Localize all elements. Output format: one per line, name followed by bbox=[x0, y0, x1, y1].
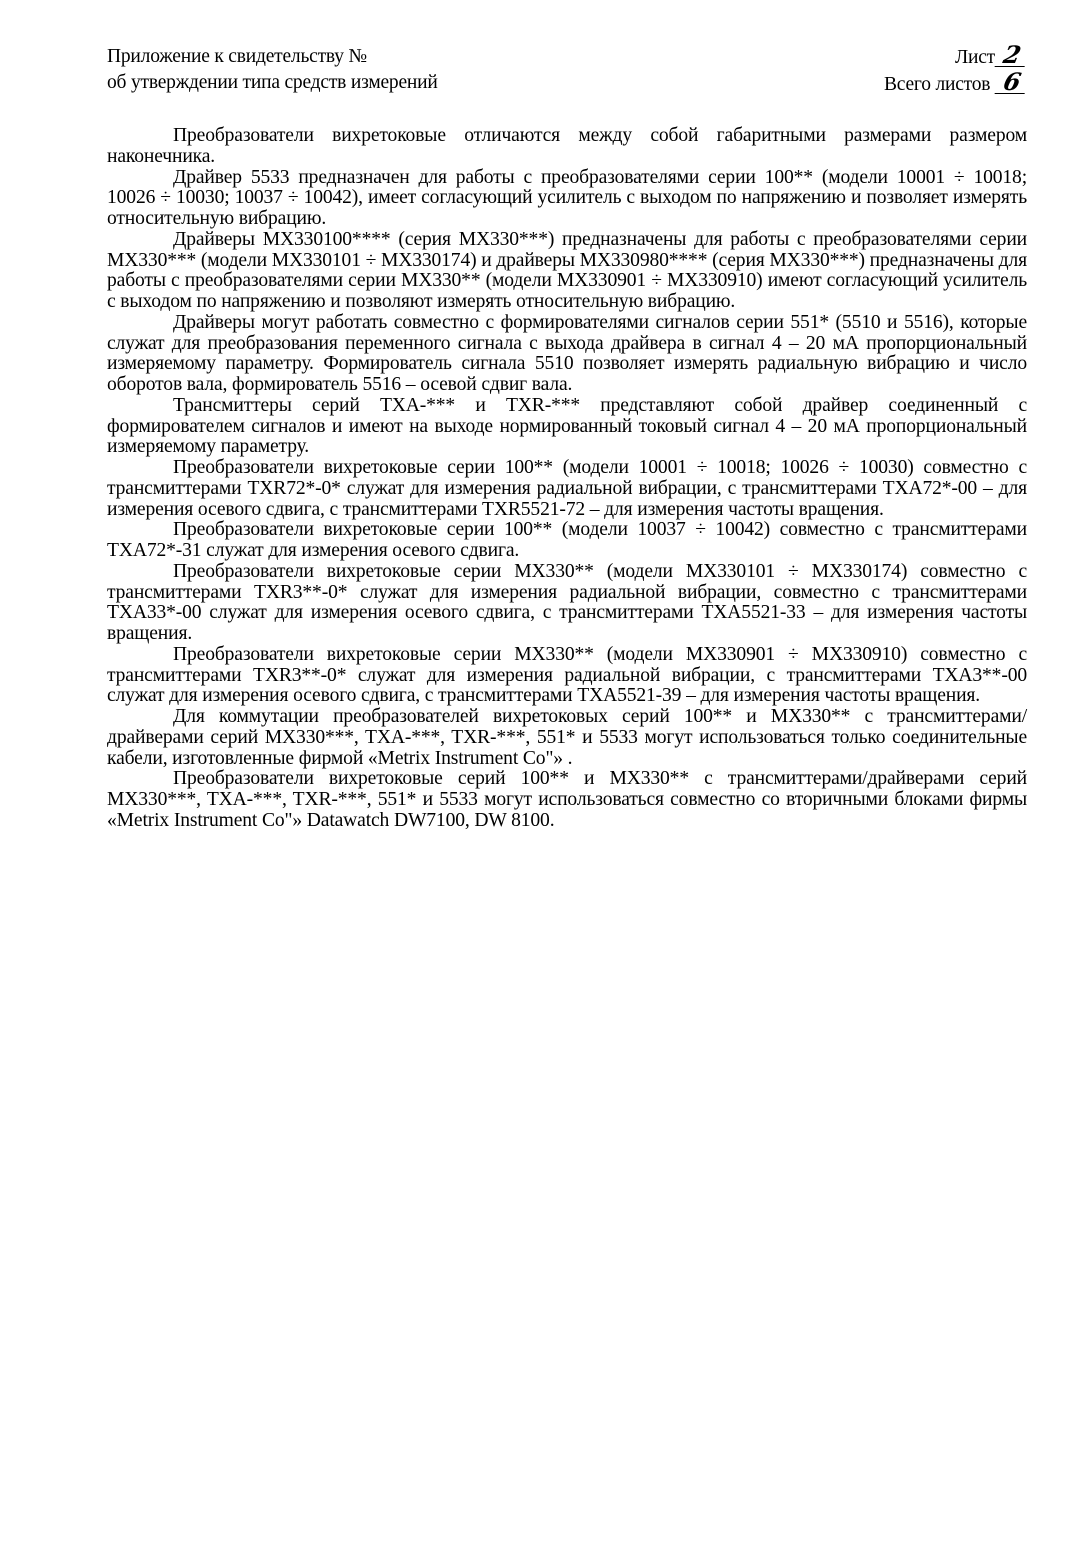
sheet-number-handwritten: 2 bbox=[995, 44, 1030, 67]
paragraph-signal-conditioners-551: Драйверы могут работать совместно с формирователями сигналов серии 551* (5510 и 5516), которые служат для преобразования переменного сигнала с выхода драйвера в сигнал 4 – 20 мА пропорциональный измеряемому параметру. Формирователь сигнала 5510 позволяет измерять радиальную вибрацию и число оборотов вала, формирователь 5516 – осевой сдвиг вала. bbox=[107, 311, 1027, 395]
total-sheets-line bbox=[883, 67, 1027, 98]
total-sheets-handwritten: 6 bbox=[995, 71, 1030, 94]
document-body bbox=[107, 126, 1027, 832]
total-sheets-label: Всего листов bbox=[883, 74, 991, 95]
paragraph-probes-mx330101: Преобразователи вихретоковые серии MX330** (модели MX330101 ÷ MX330174) совместно с трансмиттерами TXR3**-0* служат для измерения радиальной вибрации, совместно с трансмиттерами TXA33*-00 служат для измерения осевого сдвига, с трансмиттерами TXA5521-33 – для измерения частоты вращения. bbox=[107, 560, 1027, 644]
paragraph-probes-100-txr72: Преобразователи вихретоковые серии 100** (модели 10001 ÷ 10018; 10026 ÷ 10030) совместно с трансмиттерами TXR72*-0* служат для измерения радиальной вибрации, с трансмиттерами TXA72*-00 – для измерения осевого сдвига, с трансмиттерами TXR5521-72 – для измерения частоты вращения. bbox=[107, 457, 1027, 520]
paragraph-transmitters-txa-txr: Трансмиттеры серий TXA-*** и TXR-*** представляют собой драйвер соединенный с формирователем сигналов и имеют на выходе нормированный токовый сигнал 4 – 20 мА пропорциональный измеряемому параметру. bbox=[107, 394, 1027, 458]
paragraph-cables: Для коммутации преобразователей вихретоковых серий 100** и MX330** с трансмиттерами/драйверами серий MX330***, TXA-***, TXR-***, 551* и 5533 могут использоваться только соединительные кабели, изготовленные фирмой «Metrix Instrument Co"» . bbox=[107, 706, 1027, 769]
certificate-annex-title bbox=[107, 44, 438, 96]
sheet-info bbox=[883, 40, 1027, 98]
sheet-number-line bbox=[884, 40, 1027, 71]
document-page bbox=[107, 40, 1027, 832]
sheet-label: Лист bbox=[954, 47, 995, 68]
paragraph-probe-dimensions: Преобразователи вихретоковые отличаются между собой габаритными размерами размером наконечника. bbox=[107, 125, 1027, 167]
paragraph-driver-5533: Драйвер 5533 предназначен для работы с преобразователями серии 100** (модели 10001 ÷ 10018; 10026 ÷ 10030; 10037 ÷ 10042), имеет согласующий усилитель с выходом по напряжению и позволяет измерять относительную вибрацию. bbox=[107, 166, 1027, 229]
paragraph-probes-100-txa72-31: Преобразователи вихретоковые серии 100** (модели 10037 ÷ 10042) совместно с трансмиттерами TXA72*-31 служат для измерения осевого сдвига. bbox=[107, 519, 1027, 561]
paragraph-secondary-units-datawatch: Преобразователи вихретоковые серий 100** и MX330** с трансмиттерами/драйверами серий MX330***, TXA-***, TXR-***, 551* и 5533 могут использоваться совместно со вторичными блоками фирмы «Metrix Instrument Co"» Datawatch DW7100, DW 8100. bbox=[107, 768, 1027, 831]
paragraph-drivers-mx330: Драйверы MX330100**** (серия MX330***) предназначены для работы с преобразователями серии MX330*** (модели MX330101 ÷ MX330174) и драйверы MX330980**** (серия MX330***) предназначены для работы с преобразователями серии MX330** (модели MX330901 ÷ MX330910) имеют согласующий усилитель с выходом по напряжению и позволяют измерять относительную вибрацию. bbox=[107, 228, 1027, 312]
header-line-2: об утверждении типа средств измерений bbox=[107, 72, 438, 93]
page-header bbox=[107, 40, 1027, 100]
header-line-1: Приложение к свидетельству № bbox=[107, 46, 367, 67]
paragraph-probes-mx330901: Преобразователи вихретоковые серии MX330** (модели MX330901 ÷ MX330910) совместно с трансмиттерами TXR3**-0* служат для измерения радиальной вибрации, с трансмиттерами TXA3**-00 служат для измерения осевого сдвига, с трансмиттерами TXA5521-39 – для измерения частоты вращения. bbox=[107, 643, 1027, 707]
